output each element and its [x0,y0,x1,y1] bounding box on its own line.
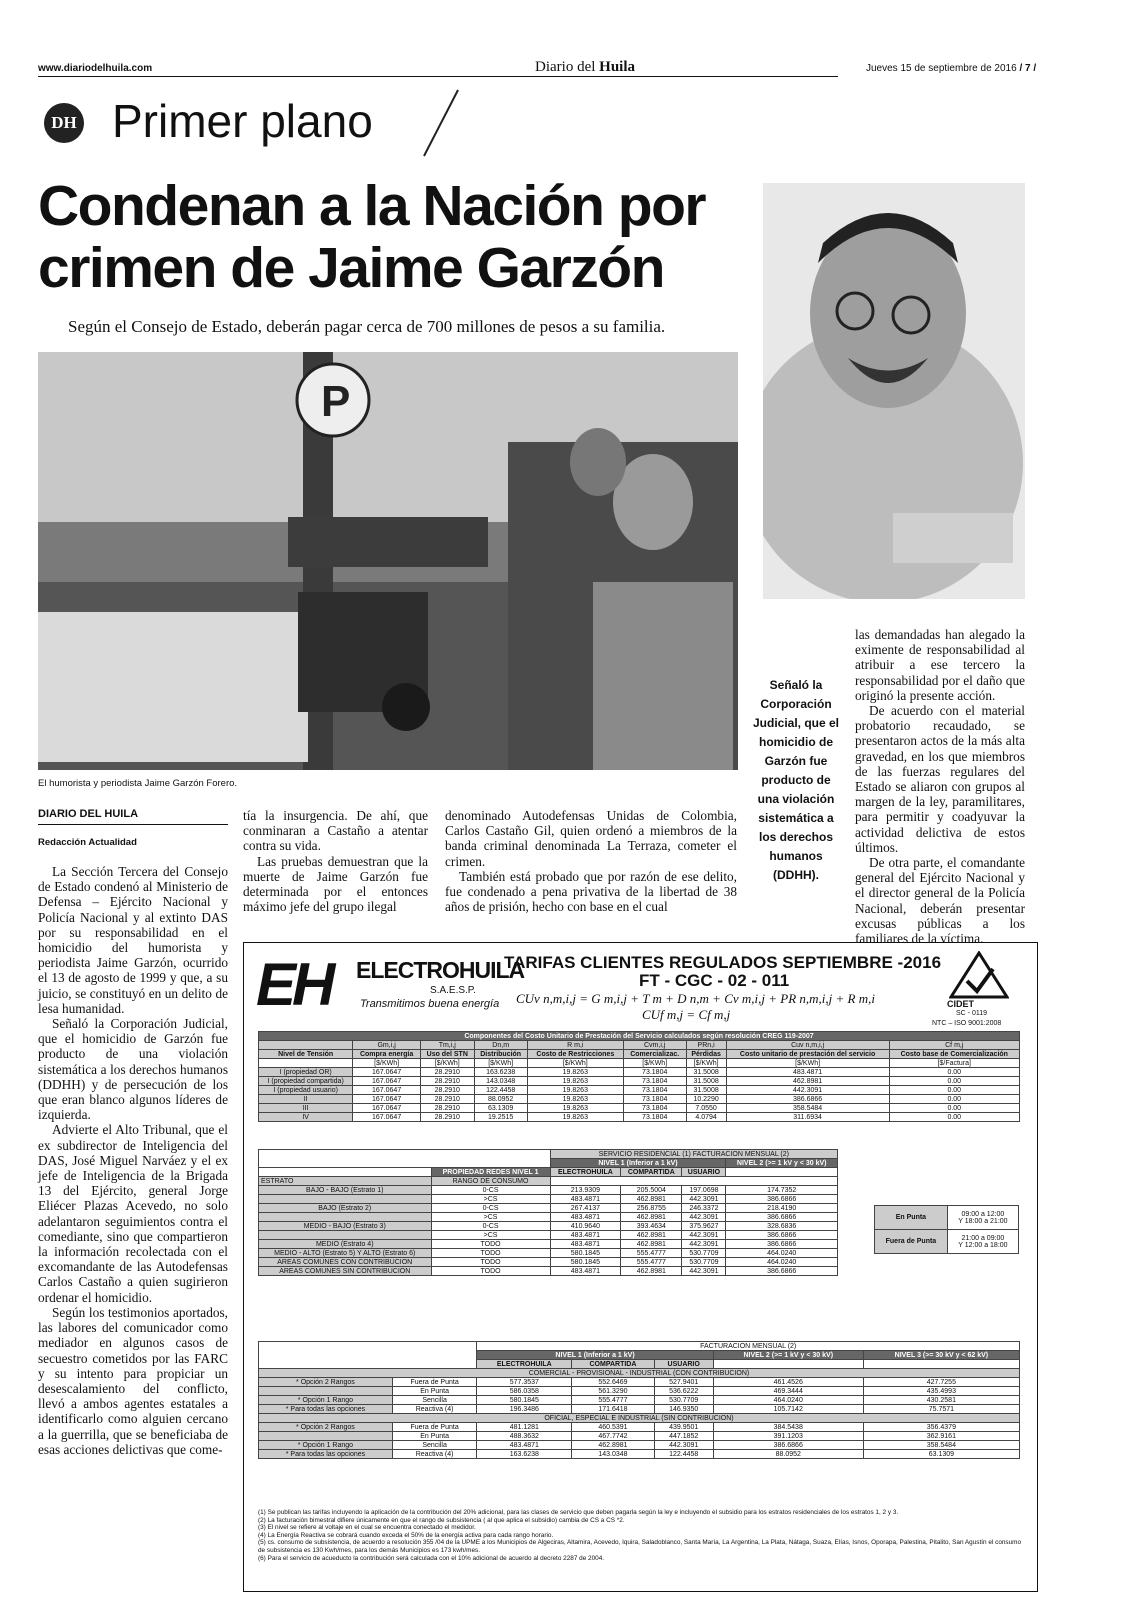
table-cell: 358.5484 [863,1441,1019,1450]
table-cell: 483.4871 [726,1068,889,1077]
table-cell: 28.2910 [420,1068,474,1077]
table-cell: 28.2910 [420,1104,474,1113]
portrait-photo [763,183,1025,599]
tariff-formula: CUv n,m,i,j = G m,i,j + T m + D n,m + Cv m,i,j + PR n,m,i,j + R m,i [516,991,875,1006]
table-cell: 386.6866 [726,1095,889,1104]
table-cell: 462.8981 [621,1240,682,1249]
electrohuila-tariff-ad [243,942,1038,1592]
table-cell: >CS [431,1195,550,1204]
table-cell: 356.4379 [863,1423,1019,1432]
table-cell: [$/KWh] [686,1059,726,1068]
table-cell: R m,i [527,1041,623,1050]
table-cell: Sencilla [392,1396,476,1405]
table-cell: 256.8755 [621,1204,682,1213]
table-cell: 28.2910 [420,1086,474,1095]
table-cell: 577.3537 [477,1378,572,1387]
table-cell: 311.6934 [726,1113,889,1122]
table-cell: * Opción 2 Rangos [259,1423,393,1432]
table-cell: 88.0952 [713,1450,863,1459]
table-cell: 462.8981 [621,1213,682,1222]
table-cell: 246.3372 [682,1204,726,1213]
table-cell: 386.6866 [726,1231,838,1240]
table-row [259,1267,838,1276]
table-cell: 28.2910 [420,1095,474,1104]
table-cell: II [259,1095,353,1104]
table-cell: 19.8263 [527,1113,623,1122]
table-cell: 552.6469 [572,1378,654,1387]
table-cell: 393.4634 [621,1222,682,1231]
table-cell: [$/KWh] [353,1059,421,1068]
table-cell: 530.7709 [654,1396,713,1405]
paragraph: Señaló la Corporación Judicial, que el homicidio de Garzón fue producto de una violación sistemática a los derechos humanos (DDHH) y de persecución de los que eran blanco algunos líderes de izquierda. [38,1016,228,1123]
table-cell: 586.0358 [477,1387,572,1396]
table-cell: 73.1804 [623,1104,686,1113]
table-cell: 362.9161 [863,1432,1019,1441]
table-row [259,1113,1020,1122]
table-cell: 555.4777 [621,1258,682,1267]
table-cell: 447.1852 [654,1432,713,1441]
table-cell: 469.3444 [713,1387,863,1396]
table-cell: 435.4993 [863,1387,1019,1396]
table-cell: 536.6222 [654,1387,713,1396]
paragraph: De acuerdo con el material probatorio recaudado, se presentaron actos de la más alta gravedad, en los que miembros de las fuerzas regulares del Estado se aliaron con grupos al margen de la ley, paramilitares, para permitir y coadyuvar la actividad delictiva de estos últimos. [855,703,1025,855]
table-cell: * Para todas las opciones [259,1405,393,1414]
table-cell: 530.7709 [682,1249,726,1258]
time-range: 21:00 a 09:00 [961,1234,1005,1242]
table-header-row [259,1050,1020,1059]
table-cell [259,1041,353,1050]
cost-components-table: Componentes del Costo Unitario de Prestación del Servicio calculados según resolución CREG 119-2007 Gm,i,j Tm,i,j Dn,m R m,i Cvm,i,j PRn,i Cuv n,m,i,j Cf m,j Nivel de Tensión Compra energía Uso del STN Distribución Costo de Restricciones Comercializac. Pérdidas Costo unitario de prestación del servicio Costo base de Comercialización [$/KWh] [$/KWh] [$/KWh] [$/KWh] [$/KWh] [$/KWh] [$/KWh] [$/Factura] I (propiedad OR) 167.0647 28.2910 163.6238 19.8263 73.1804 31.5008 483.4871 0.00 I (propiedad compartida) 167.0647 28.2910 143.0348 19.8263 73.1804 31.5008 462.8981 0.00 I (propiedad usuario) 167.0647 28.2910 122.4458 19.8263 73.1804 31.5008 442.3091 0.00 II 167.0647 28.2910 88.0952 19.8263 73.1804 10.2290 386.6866 0.00 III 167.0647 28.2910 63.1309 19.8263 73.1804 7.0550 358.5484 0.00 IV 167.0647 28.2910 19.2515 19.8263 73.1804 4.0794 311.6934 0.00 [258,1031,1020,1122]
table-cell [259,1387,393,1396]
table-cell: 0.00 [889,1068,1019,1077]
table-cell: 73.1804 [623,1086,686,1095]
table-cell: Cvm,i,j [623,1041,686,1050]
paragraph: La Sección Tercera del Consejo de Estado condenó al Ministerio de Defensa – Ejército Nacional y Policía Nacional y al extinto DAS por su responsabilidad en el homicidio del humorista y periodista Jaime Garzón, ocurrido el 13 de agosto de 1999 y que, a su juicio, se constituyó en un delito de lesa humanidad. [38,864,228,1016]
table-cell: 63.1309 [474,1104,527,1113]
table-cell: [$/Factura] [889,1059,1019,1068]
table-cell: MEDIO - BAJO (Estrato 3) [259,1222,432,1231]
table-row [875,1206,1019,1230]
table-cell: 163.6238 [477,1450,572,1459]
table-cell: 462.8981 [621,1267,682,1276]
table-cell: 28.2910 [420,1113,474,1122]
paragraph: Según los testimonios aportados, las labores del comunicador como mediador en algunos casos de secuestro cometidos por las FARC y su intento para propiciar un desescalamiento del conflicto, llevó a ambos agentes estatales a identificarlo como alguien cercano a la guerrilla, que se beneficiaba de esas acciones delictivas que come- [38,1304,228,1457]
table-cell: 213.9309 [550,1186,621,1195]
table-cell: [$/KWh] [527,1059,623,1068]
time-range: 09:00 a 12:00 [961,1210,1005,1218]
table-cell: 163.6238 [474,1068,527,1077]
table-cell: I (propiedad compartida) [259,1077,353,1086]
table-cell: I (propiedad usuario) [259,1086,353,1095]
table-cell [259,1231,432,1240]
issue-date: Jueves 15 de septiembre de 2016 / 7 / [866,63,1037,74]
table-cell: I (propiedad OR) [259,1068,353,1077]
table-row [259,1249,838,1258]
table-cell: 555.4777 [572,1396,654,1405]
table-cell: 386.6866 [726,1267,838,1276]
table-cell: MEDIO (Estrato 4) [259,1240,432,1249]
dh-logo: DH [44,103,84,143]
table-cell: Cuv n,m,i,j [726,1041,889,1050]
table-cell: [$/KWh] [474,1059,527,1068]
slogan: Transmitimos buena energía [360,998,500,1010]
table-cell: TODO [431,1249,550,1258]
table-cell: 464.0240 [726,1249,838,1258]
table-cell: 386.6866 [726,1240,838,1249]
table-cell: 462.8981 [621,1231,682,1240]
table-cell: 462.8981 [621,1195,682,1204]
byline-desk: Redacción Actualidad [38,837,137,848]
table-cell: 0-CS [431,1222,550,1231]
table-cell: Sencilla [392,1441,476,1450]
table-cell: 483.4871 [550,1195,621,1204]
table-cell: 442.3091 [682,1240,726,1249]
table-cell: 483.4871 [550,1240,621,1249]
tariff-formula-fixed: CUf m,j = Cf m,j [642,1007,731,1022]
table-row [259,1095,1020,1104]
article-column-3 [445,808,737,914]
brand-sub: S.A.E.S.P. [430,985,476,996]
table-cell: 122.4458 [474,1086,527,1095]
paragraph: También está probado que por razón de ese delito, fue condenado a pena privativa de la libertad de 38 años de prisión, hecho con base en el cual [445,868,737,915]
newspaper-name: Diario del Huila [535,59,636,75]
table-cell: 464.0240 [713,1396,863,1405]
table-cell: 483.4871 [477,1441,572,1450]
table-cell: MEDIO - ALTO (Estrato 5) Y ALTO (Estrato 6) [259,1249,432,1258]
table-cell: 0.00 [889,1113,1019,1122]
table-cell: 197.0698 [682,1186,726,1195]
table-cell: Reactiva (4) [392,1405,476,1414]
table-cell: 0-CS [431,1204,550,1213]
table-cell: Uso del STN [420,1050,474,1059]
table-cell: TODO [431,1258,550,1267]
table-cell: 483.4871 [550,1231,621,1240]
paragraph: De otra parte, el comandante general del Ejército Nacional y el director general de la Policía Nacional, deberán presentar excusas públicas a los familiares de la víctima. [855,855,1025,947]
table-row [259,1258,838,1267]
table-cell: 174.7352 [726,1186,838,1195]
main-photo [38,352,738,770]
table-cell: Costo base de Comercialización [889,1050,1019,1059]
table-row [259,1068,1020,1077]
table-cell: 19.8263 [527,1077,623,1086]
table-cell: 358.5484 [726,1104,889,1113]
paragraph: las demandadas han alegado la eximente de responsabilidad al atribuir a ese tercero la responsabilidad por el daño que originó la presente acción. [855,627,1025,703]
table-cell: 430.2581 [863,1396,1019,1405]
headline: Condenan a la Nación por crimen de Jaime Garzón [38,174,706,300]
paragraph: Las pruebas demuestran que la muerte de Jaime Garzón fue determinada por el entonces máximo jefe del grupo ilegal [243,853,428,915]
table-cell: 73.1804 [623,1077,686,1086]
table-cell: 386.6866 [726,1213,838,1222]
table-cell: 384.5438 [713,1423,863,1432]
table-cell: 75.7571 [863,1405,1019,1414]
table-cell: 427.7255 [863,1378,1019,1387]
table-row [259,1195,838,1204]
cidet-label: CIDET [947,999,974,1009]
table-cell: >CS [431,1213,550,1222]
table-row [259,1405,1020,1414]
table-cell: En Punta [392,1387,476,1396]
article-column-2 [243,808,428,914]
paragraph: denominado Autodefensas Unidas de Colombia, Carlos Castaño Gil, quien ordenó a miembros de la banda criminal denominada La Terraza, cometer el crimen. [445,808,737,869]
table-row [259,1432,1020,1441]
table-cell: 167.0647 [353,1077,421,1086]
table-cell: 167.0647 [353,1086,421,1095]
table-cell [259,1195,432,1204]
table-cell [947,1230,1018,1254]
photo-caption: El humorista y periodista Jaime Garzón Forero. [38,778,238,789]
table-cell: Costo de Restricciones [527,1050,623,1059]
cidet-sc: SC - 0119 [956,1010,987,1017]
table-cell: Tm,i,j [420,1041,474,1050]
table-cell: 410.9640 [550,1222,621,1231]
table-cell: 555.4777 [621,1249,682,1258]
table-cell: * Opción 2 Rangos [259,1378,393,1387]
table-cell: [$/KWh] [420,1059,474,1068]
table-row [259,1423,1020,1432]
section-slash-decoration [420,88,460,158]
table-cell: * Opción 1 Rango [259,1441,393,1450]
table-cell: 461.4526 [713,1378,863,1387]
time-schedule-table [874,1205,1019,1254]
table-cell: 442.3091 [682,1231,726,1240]
table-cell: 439.9501 [654,1423,713,1432]
table-row [259,1204,838,1213]
table-cell: Pérdidas [686,1050,726,1059]
table-cell: Costo unitario de prestación del servicio [726,1050,889,1059]
table-cell: 483.4871 [550,1267,621,1276]
table-row [259,1387,1020,1396]
commercial-tariff-table: FACTURACION MENSUAL (2) NIVEL 1 (Inferior a 1 kV) NIVEL 2 (>= 1 kV y < 30 kV) NIVEL 3 (>= 30 kV y < 62 kV) ELECTROHUILA COMPARTIDA USUARIO COMERCIAL - PROVISIONAL - INDUSTRIAL (CON CONTRIBUCION) * Opción 2 Rangos Fuera de Punta 577.3537 552.6469 527.9401 461.4526 427.7255 En Punta 586.0358 561.3290 536.6222 469.3444 435.4993 * Opción 1 Rango Sencilla 580.1845 555.4777 530.7709 464.0240 430.2581 * Para todas las opciones Reactiva (4) 196.3486 171.6418 146.9350 105.7142 75.7571 OFICIAL, ESPECIAL E INDUSTRIAL (SIN CONTRIBUCION) * Opción 2 Rangos Fuera de Punta 481.1281 460.5391 439.9501 384.5438 356.4379 En Punta 488.3632 467.7742 447.1852 391.1203 362.9161 * Opción 1 Rango Sencilla 483.4871 462.8981 442.3091 386.6866 358.5484 * Para todas las opciones Reactiva (4) 163.6238 143.0348 122.4458 88.0952 63.1309 [258,1341,1020,1459]
table-cell [259,1213,432,1222]
table-cell: 73.1804 [623,1113,686,1122]
table-cell: 28.2910 [420,1077,474,1086]
table-cell: Fuera de Punta [392,1423,476,1432]
table-cell: 122.4458 [654,1450,713,1459]
article-column-4 [855,627,1025,946]
table-cell: 442.3091 [654,1441,713,1450]
table-row [259,1450,1020,1459]
table-row [259,1378,1020,1387]
table-cell: [$/KWh] [726,1059,889,1068]
table-row [259,1222,838,1231]
table-cell: 561.3290 [572,1387,654,1396]
table-cell: [$/KWh] [623,1059,686,1068]
table-cell: 375.9627 [682,1222,726,1231]
time-range: Y 18:00 a 21:00 [958,1217,1008,1225]
table-cell: 19.2515 [474,1113,527,1122]
table-cell: Gm,i,j [353,1041,421,1050]
section-title: Primer plano [112,95,373,147]
table-cell: 391.1203 [713,1432,863,1441]
tariff-notes: (1) Se publican las tarifas incluyendo la aplicación de la contribución del 20% adicional, para las clases de servicio que deben pagarla según la ley e incluyendo el subsidio para los estratos residenciales de los estratos 1, 2 y 3. (2) La facturación bimestral difiere únicamente en que el rango de subsistencia ( al que aplica el subsidio) cambia de CS a CS *2. (3) El nivel se refiere al voltaje en el cual se encuentra conectado el medidor. (4) La Energía Reactiva se cobrará cuando exceda el 50% de la energía activa para cada rango horario. (5) cs. consumo de subsistencia, de acuerdo a resolución 355 /04 de la UPME a los Municipios de Algeciras, Altamira, Acevedo, Iquira, Saladoblanco, Santa María, La Argentina, La Plata, Nátaga, Suaza, Elías, Isnos, Oporapa, Palestina, Pitalito, San Agustín el consumo de subsistencia es 130 Kwh/mes, para los demás Municipios es 173 kwh/mes. (6) Para el servicio de acueducto la contribución será calculada con el 10% adicional de acuerdo al decreto 2287 de 2004. [258,1509,1022,1562]
table-cell: IV [259,1113,353,1122]
table-row [259,1213,838,1222]
table-cell: 467.7742 [572,1432,654,1441]
table-cell: En Punta [392,1432,476,1441]
table-cell: 218.4190 [726,1204,838,1213]
table-row [259,1086,1020,1095]
ad-code: FT - CGC - 02 - 011 [639,971,790,990]
table-cell: 386.6866 [726,1195,838,1204]
table-cell: 171.6418 [572,1405,654,1414]
table-cell: 73.1804 [623,1095,686,1104]
table-row [875,1230,1019,1254]
table-cell: 442.3091 [682,1195,726,1204]
table-cell: 462.8981 [572,1441,654,1450]
ad-title: TARIFAS CLIENTES REGULADOS SEPTIEMBRE -2016 [504,953,942,972]
table-cell: Fuera de Punta [875,1230,948,1254]
table-cell: Dn,m [474,1041,527,1050]
table-header-row [259,1059,1020,1068]
table-cell: * Para todas las opciones [259,1450,393,1459]
table-cell: 63.1309 [863,1450,1019,1459]
paragraph: Advierte el Alto Tribunal, que el ex subdirector de Inteligencia del DAS, José Miguel Narváez y el ex jefe de Inteligencia de la Brigada 13 del Ejército, general Jorge Eliécer Plazas Acevedo, no solo adelantaron seguimientos contra el comediante, sino que compartieron la información recolectada con el excomandante de las Autodefensas Carlos Castaño a quien sugirieron ordenar el homicidio. [38,1122,228,1305]
table-cell: 267.4137 [550,1204,621,1213]
pull-quote: Señaló la Corporación Judicial, que el homicidio de Garzón fue producto de una violación sistemática a los derechos humanos (DDHH). [752,678,840,882]
table-cell: 167.0647 [353,1095,421,1104]
table-cell: 146.9350 [654,1405,713,1414]
table-cell: 19.8263 [527,1104,623,1113]
table-cell: Reactiva (4) [392,1450,476,1459]
table-row [259,1077,1020,1086]
table-cell: 19.8263 [527,1068,623,1077]
table-cell: 10.2290 [686,1095,726,1104]
table-cell: 167.0647 [353,1104,421,1113]
table-row [259,1104,1020,1113]
brand-name: ELECTROHUILA [356,957,525,983]
table-cell: AREAS COMUNES SIN CONTRIBUCION [259,1267,432,1276]
table-row [259,1396,1020,1405]
table-header-row [259,1041,1020,1050]
table-cell: 328.6836 [726,1222,838,1231]
table-cell: 0.00 [889,1095,1019,1104]
table-cell: 4.0794 [686,1113,726,1122]
table-cell: 143.0348 [572,1450,654,1459]
table-cell: 31.5008 [686,1068,726,1077]
table-cell: Fuera de Punta [392,1378,476,1387]
table-cell: 527.9401 [654,1378,713,1387]
table-cell: Comercializac. [623,1050,686,1059]
table-cell: 143.0348 [474,1077,527,1086]
table-cell: 462.8981 [726,1077,889,1086]
table-cell: 205.5004 [621,1186,682,1195]
electrohuila-logo: EH [256,951,332,1018]
table-cell: 88.0952 [474,1095,527,1104]
table-cell [259,1432,393,1441]
table-cell: 481.1281 [477,1423,572,1432]
table-cell: 464.0240 [726,1258,838,1267]
table-cell: TODO [431,1240,550,1249]
table-row [259,1231,838,1240]
table-cell: 7.0550 [686,1104,726,1113]
cidet-certification-icon [949,951,1009,1001]
table-cell: * Opción 1 Rango [259,1396,393,1405]
table-cell: 483.4871 [550,1213,621,1222]
table-cell: TODO [431,1267,550,1276]
table-cell: 0.00 [889,1104,1019,1113]
table-cell: 19.8263 [527,1086,623,1095]
table-cell: 530.7709 [682,1258,726,1267]
article-column-1 [38,864,228,1457]
table-cell: 442.3091 [682,1213,726,1222]
time-range: Y 12:00 a 18:00 [958,1241,1008,1249]
table-cell: 0.00 [889,1077,1019,1086]
table-cell: 31.5008 [686,1086,726,1095]
table-cell: 167.0647 [353,1068,421,1077]
ntc-iso: NTC – ISO 9001:2008 [932,1020,1002,1027]
table-cell: 167.0647 [353,1113,421,1122]
byline: DIARIO DEL HUILA [38,808,228,825]
table-cell: 442.3091 [682,1267,726,1276]
website-url: www.diariodelhuila.com [38,63,153,74]
table-cell: 580.1845 [477,1396,572,1405]
table-row [259,1240,838,1249]
table-cell: 105.7142 [713,1405,863,1414]
residential-tariff-table: SERVICIO RESIDENCIAL (1) FACTURACION MENSUAL (2) NIVEL 1 (Inferior a 1 kV) NIVEL 2 (>= 1 kV y < 30 kV) PROPIEDAD REDES NIVEL 1 ELECTROHUILA COMPARTIDA USUARIO ESTRATO RANGO DE CONSUMO BAJO - BAJO (Estrato 1) 0-CS 213.9309 205.5004 197.0698 174.7352 >CS 483.4871 462.8981 442.3091 386.6866 BAJO (Estrato 2) 0-CS 267.4137 256.8755 246.3372 218.4190 >CS 483.4871 462.8981 442.3091 386.6866 MEDIO - BAJO (Estrato 3) 0-CS 410.9640 393.4634 375.9627 328.6836 >CS 483.4871 462.8981 442.3091 386.6866 MEDIO (Estrato 4) TODO 483.4871 462.8981 442.3091 386.6866 MEDIO - ALTO (Estrato 5) Y ALTO (Estrato 6) TODO 580.1845 555.4777 530.7709 464.0240 AREAS COMUNES CON CONTRIBUCION TODO 580.1845 555.4777 530.7709 464.0240 AREAS COMUNES SIN CONTRIBUCION TODO 483.4871 462.8981 442.3091 386.6866 [258,1149,838,1276]
table-cell: 580.1845 [550,1249,621,1258]
table-cell [259,1059,353,1068]
table-cell: 19.8263 [527,1095,623,1104]
table-cell: Cf m,j [889,1041,1019,1050]
table-row [259,1441,1020,1450]
table-cell: 386.6866 [713,1441,863,1450]
paragraph: tía la insurgencia. De ahí, que conminaran a Castaño a atentar contra su vida. [243,808,428,854]
table-cell: 442.3091 [726,1086,889,1095]
subtitle: Según el Consejo de Estado, deberán pagar cerca de 700 millones de pesos a su familia. [68,317,666,336]
table-cell: PRn,i [686,1041,726,1050]
table-cell: BAJO - BAJO (Estrato 1) [259,1186,432,1195]
table-cell: >CS [431,1231,550,1240]
table-cell: BAJO (Estrato 2) [259,1204,432,1213]
table-cell: 73.1804 [623,1068,686,1077]
header-rule [38,76,838,77]
table-cell: 488.3632 [477,1432,572,1441]
svg-text:P: P [321,377,351,426]
table-cell: 196.3486 [477,1405,572,1414]
table-row [259,1186,838,1195]
table-cell: Nivel de Tensión [259,1050,353,1059]
table-cell: 0.00 [889,1086,1019,1095]
table-cell: Distribución [474,1050,527,1059]
table-cell: 0-CS [431,1186,550,1195]
table-cell: Compra energía [353,1050,421,1059]
table-cell [947,1206,1018,1230]
table-cell: III [259,1104,353,1113]
table-cell: En Punta [875,1206,948,1230]
table-cell: 31.5008 [686,1077,726,1086]
table-cell: 580.1845 [550,1258,621,1267]
table-cell: 460.5391 [572,1423,654,1432]
table-cell: AREAS COMUNES CON CONTRIBUCION [259,1258,432,1267]
